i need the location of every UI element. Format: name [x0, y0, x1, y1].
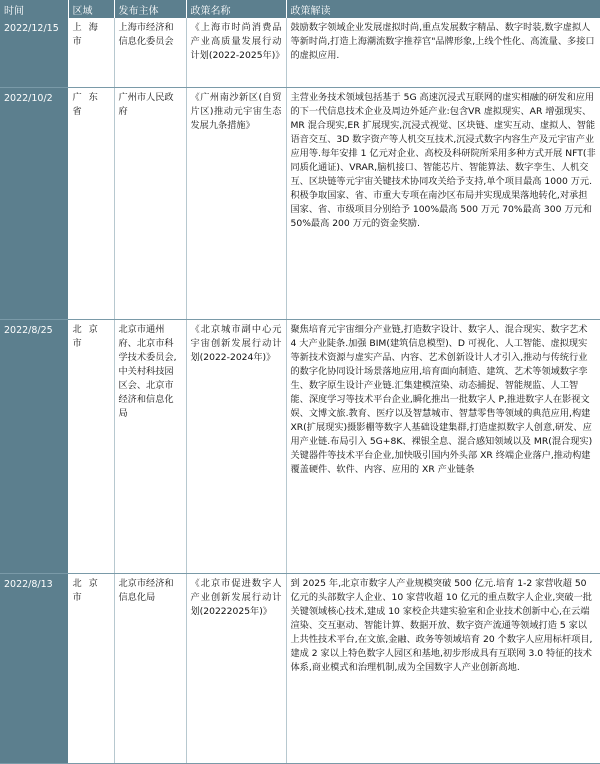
header-issuer: 发布主体	[114, 0, 186, 18]
header-region: 区域	[68, 0, 114, 18]
region-cell: 北 京 市	[68, 574, 114, 764]
issuer-cell: 广州市人民政府	[114, 88, 186, 320]
table-row	[0, 18, 600, 88]
region-cell: 北 京 市	[68, 320, 114, 574]
issuer-cell: 北京市通州府、北京市科学技术委员会,中关村科技园区会、北京市经济和信息化局	[114, 320, 186, 574]
policy-name-cell: 《广州南沙新区(自贸片区)推动元宇宙生态发展九条措施》	[186, 88, 286, 320]
date-cell: 2022/8/25	[0, 320, 68, 574]
region-cell: 广 东 省	[68, 88, 114, 320]
policy-name-cell: 《北京市促进数字人产业创新发展行动计划(20222025年)》	[186, 574, 286, 764]
policy-description-cell: 主营业务技术领域包括基于 5G 高速沉浸式互联网的虚实相融的研发和应用的下一代信息技术企业及周边外延产业:包含VR 虚拟现实、AR 增强现实、MR 混合现实,ER 扩展现实,沉浸式视觉、区块链、虚实互动、虚拟人、智能语音交互、3D 数字资产等人机交互技术,沉浸式数字内容生产及元宇宙产业应用等.每年安排 1 亿元对企业、高校及科研院所采用多种方式开展 NFT(非同质化通证)、VRAR,脑机接口、智能芯片、智能算法、数字孪生、人机交互、区块链等元宇宙关键技术协同攻关给予支持,单个项目最高 1000 万元.积极争取国家、省、市重大专项在南沙区布局并实现成果落地转化,对承担国家、省、市级项目分别给予 100%最高 500 万元 70%最高 300 万元和 50%最高 200 万元的资金奖励.	[286, 88, 600, 320]
issuer-cell: 上海市经济和信息化委员会	[114, 18, 186, 88]
header-policy-interpretation: 政策解读	[286, 0, 600, 18]
date-cell: 2022/8/13	[0, 574, 68, 764]
table-row	[0, 320, 600, 574]
policy-description-cell: 聚焦培育元宇宙细分产业链,打造数字设计、数字人、混合现实、数字艺术 4 大产业陡条.加强 BIM(建筑信息模型)、D 可视化、人工智能、虚拟现实等新技术资源与虚实产品、内容、艺术创新设计人才引入,推动与传统行业的数字化协同设计场景落地应用,培育面向制造、建筑、艺术等领域数字孪生、数字原生设计产业链.汇集建模渲染、动态捕捉、智能规监、人工智能、深度学习等技术平台企业,瞬化推出一批数字人 P,推进数字人在影视文娱、文博文旅.教育、医疗以及智慧城市、智慧零售等领域的典范应用,构建 XR(扩展现实)摄影棚等数字人基础设建集群,打造虚拟数字人创意,研发、应用产业链.布局引入 5G+8K、裸银全息、混合感知领域以及 MR(混合现实)关键器件等技术平台企业,加快吸引国内外头部 XR 终端企业落户,推动构建覆盖硬件、软件、内容、应用的 XR 产业链条	[286, 320, 600, 574]
policy-description-cell: 到 2025 年,北京市数字人产业规模突破 500 亿元.培育 1-2 家营收超 50 亿元的头部数字人企业、10 家营收超 10 亿元的重点数字人企业,突破一批关键领域核心技术,建成 10 家校企共建实验室和企业技术创新中心,在云端渲染、交互驱动、智能计算、数据开放、数字资产流通等领域打造 5 家以上共性技术平台,在文旅,金融、政务等领域培育 20 个数字人应用标杆项目,建成 2 家以上特色数字人园区和基地,初步形成具有互联网 3.0 特征的技术体系,商业模式和治理机制,成为全国数字人产业创新高地.	[286, 574, 600, 764]
table-header	[0, 0, 600, 18]
policy-name-cell: 《上海市时尚消费品产业高质量发展行动计划(2022-2025年)》	[186, 18, 286, 88]
issuer-cell: 北京市经济和信息化局	[114, 574, 186, 764]
date-cell: 2022/10/2	[0, 88, 68, 320]
region-cell: 上 海 市	[68, 18, 114, 88]
table-row	[0, 574, 600, 764]
header-row	[0, 0, 600, 18]
table-body	[0, 18, 600, 764]
header-policy-name: 政策名称	[186, 0, 286, 18]
header-time: 时间	[0, 0, 68, 18]
policy-description-cell: 鼓励数字领域企业发展虚拟时尚,重点发展数字精品、数字时装,数字虚拟人等新时尚,打造上海潮流数字推荐官"品牌形象,上线个性化、高流量、多接口的虚拟应用.	[286, 18, 600, 88]
date-cell: 2022/12/15	[0, 18, 68, 88]
table-row	[0, 88, 600, 320]
policy-name-cell: 《北京城市副中心元宇宙创新发展行动计划(2022-2024年)》	[186, 320, 286, 574]
